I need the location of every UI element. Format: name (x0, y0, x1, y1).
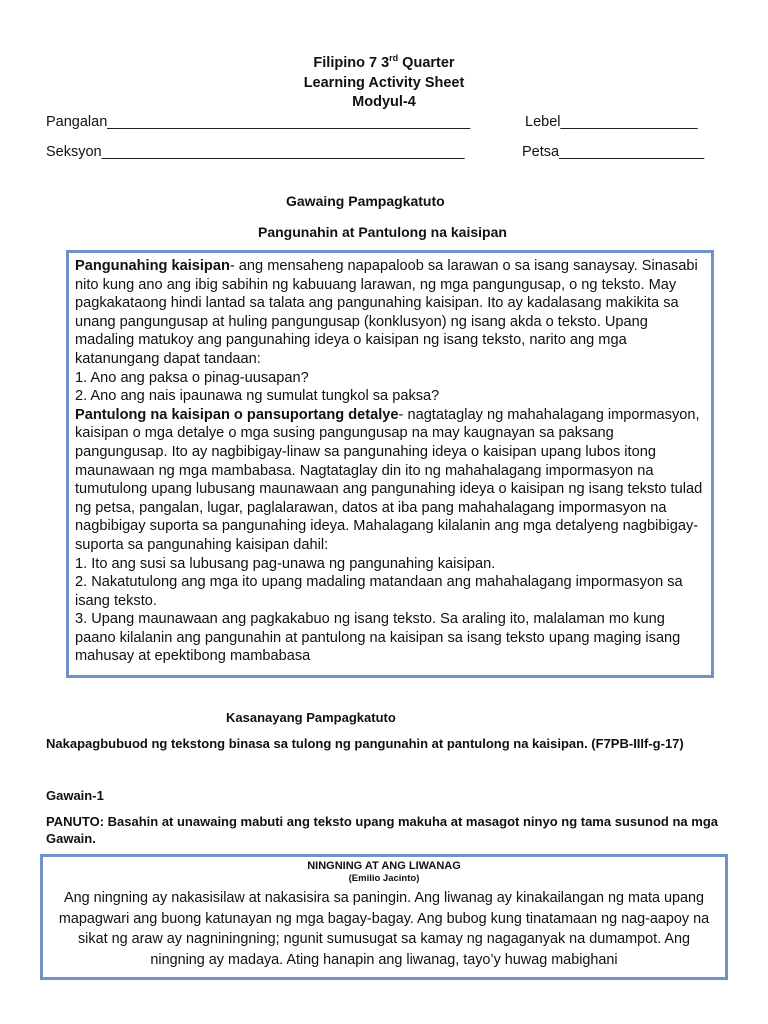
reading-body: Ang ningning ay nakasisilaw at nakasisira sa paningin. Ang liwanag ay kinakailangan ng mata upang mapagwari ang buong katunayan ng mga bagay-bagay. Ang bubog kung tinatamaan ng nag-aapoy na sikat ng araw ay nagniningning; ngunit sumusugat sa kamay ng nagaganyak na dumampot. Ang ningning ay madaya. Ating hanapin ang liwanag, tayo’y huwag mabighani (58, 890, 710, 968)
question-2: 2. Ano ang nais ipaunawa ng sumulat tungkol sa paksa? (75, 388, 440, 405)
reason-3: 3. Upang maunawaan ang pagkakabuo ng isang teksto. Sa araling ito, malalaman mo kung paano kilalanin ang pangunahin at pantulong na kaisipan sa isang teksto upang maging isang mahusay at epektibong mambabasa (75, 611, 681, 665)
pantulong-term: Pantulong na kaisipan o pansuportang detalye (75, 406, 399, 423)
kasanayan-text: Nakapagbubuod ng tekstong binasa sa tulong ng pangunahin at pantulong na kaisipan. (F7PB-IIIf-g-17) (46, 736, 684, 751)
sheet-title-line2: Learning Activity Sheet (303, 75, 465, 91)
reason-2: 2. Nakatutulong ang mga ito upang madaling matandaan ang mahahalagang impormasyon sa isang teksto. (75, 574, 683, 609)
pantulong-paragraph: Pantulong na kaisipan o pansuportang detalye- nagtataglay ng mahahalagang impormasyon, kaisipan o mga detalye o mga susing pangungusap na may kaugnayan sa paksang pangungusap. Ito ay nagbibigay-linaw sa pangunahing ideya o kaisipan upang lubos itong maunawaan ng mga mambabasa. Nagtataglay din ito ng mahahalagang impormasyon na tumutulong upang lubusang maunawaan ang pangunahing ideya o kaisipan ng isang teksto tulad ng petsa, pangalan, lugar, paglalarawan, datos at iba pang mahahalagang impormasyon na nagbibigay suporta sa pangunahing ideya. Mahalagang kilalanin ang mga detalyeng nagbibigay-suporta sa pangunahing kaisipan dahil: (75, 406, 703, 553)
reason-1: 1. Ito ang susi sa lubusang pag-unawa ng pangunahing kaisipan. (75, 555, 496, 572)
petsa-field: Petsa__________________ (522, 144, 705, 160)
kaisipan-definition-box (66, 250, 714, 678)
sheet-title-line1: Filipino 7 3rd Quarter (313, 53, 455, 71)
pangalan-field: Pangalan_____________________________________________ (46, 114, 471, 130)
lebel-field: Lebel_________________ (525, 114, 698, 130)
pangunahing-paragraph: Pangunahing kaisipan- ang mensaheng napapaloob sa larawan o sa isang sanaysay. Sinasabi nito kung ano ang ibig sabihin ng kabuuang larawan, ng mga pangungusap, o ng teksto. May pagkakataong hindi lantad sa talata ang pangunahing kaisipan. Ito ay kadalasang makikita sa unang pangungusap at huling pangungusap (konklusyon) ng isang akda o teksto. Upang madaling matukoy ang pangunahing ideya o kaisipan ng isang teksto, narito ang mga katanungang dapat tandaan: (75, 258, 698, 367)
sheet-title-line3: Modyul-4 (352, 94, 416, 110)
reading-title: NINGNING AT ANG LIWANAG (307, 860, 461, 872)
section-subtitle: Pangunahin at Pantulong na kaisipan (258, 224, 507, 240)
reading-author: (Emilio Jacinto) (348, 873, 420, 884)
question-1: 1. Ano ang paksa o pinag-uusapan? (75, 369, 309, 386)
section-title: Gawaing Pampagkatuto (286, 193, 445, 209)
kasanayan-title: Kasanayang Pampagkatuto (226, 710, 396, 725)
ningning-text-box (40, 854, 728, 980)
pangunahing-term: Pangunahing kaisipan (75, 258, 230, 274)
seksyon-field: Seksyon_____________________________________________ (46, 144, 465, 160)
panuto-text: PANUTO: Basahin at unawaing mabuti ang teksto upang makuha at masagot ninyo ng tama susunod na mga Gawain. (46, 814, 719, 846)
gawain-label: Gawain-1 (46, 788, 104, 803)
